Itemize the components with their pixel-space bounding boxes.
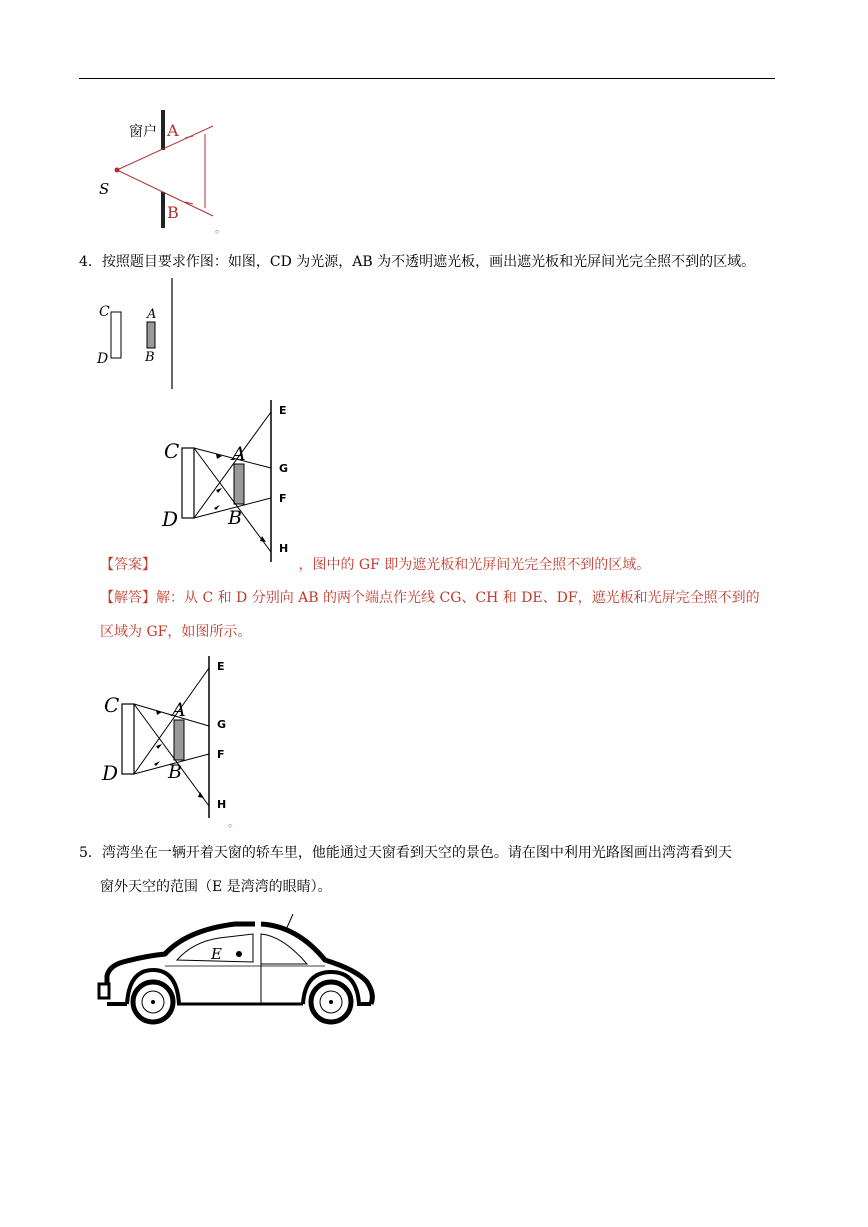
q5-number: 5． (79, 845, 102, 861)
label-h: H (217, 798, 227, 811)
window-label: 窗户 (129, 124, 157, 140)
end-mark: 。 (215, 222, 226, 235)
label-c: C (99, 304, 110, 320)
explain-text-2: 区域为 GF，如图所示。 (100, 624, 252, 640)
label-a: A (172, 699, 186, 721)
explain-text-1: 解：从 C 和 D 分别向 AB 的两个端点作光线 CG、CH 和 DE、DF，遮光板和光屏完全照不到的 (156, 590, 760, 606)
explain-tag: 【解答】 (100, 590, 156, 606)
label-a: A (147, 307, 157, 322)
label-b: B (168, 761, 182, 783)
q4-text: 按照题目要求作图：如图，CD 为光源，AB 为不透明遮光板，画出遮光板和光屏间光完全照不到的区域。 (101, 254, 756, 270)
q4-solution-figure (98, 654, 248, 829)
label-d: D (102, 761, 119, 785)
label-c: C (164, 439, 180, 463)
point-b-label: B (167, 203, 179, 222)
answer-tag: 【答案】 (100, 557, 156, 573)
answer-text: ，图中的 GF 即为遮光板和光屏间光完全照不到的区域。 (298, 557, 651, 573)
label-b: B (228, 507, 242, 529)
q4-number: 4． (79, 254, 102, 270)
q5-text-2: 窗外天空的范围（E 是湾湾的眼睛）。 (100, 879, 332, 895)
q5-question-line2 (100, 877, 332, 897)
label-g: G (279, 462, 289, 475)
label-a: A (232, 443, 246, 465)
q4-answer (100, 555, 650, 575)
label-e: E (217, 660, 225, 673)
q5-question-line1 (79, 843, 732, 863)
label-h: H (279, 542, 289, 555)
source-s-label: S (99, 180, 110, 198)
q4-question (79, 252, 755, 272)
q5-car-figure (95, 912, 385, 1032)
label-f: F (279, 492, 287, 505)
q5-text-1: 湾湾坐在一辆开着天窗的轿车里，他能通过天窗看到天空的景色。请在图中利用光路图画出湾湾看到天 (101, 845, 732, 861)
eye-label: E (211, 945, 222, 963)
label-b: B (145, 350, 155, 365)
header-rule (79, 78, 775, 79)
q4-question-figure (92, 276, 192, 391)
q3-window-figure (95, 108, 230, 238)
point-a-label: A (167, 121, 179, 140)
label-d: D (162, 507, 179, 531)
label-d: D (97, 351, 109, 367)
label-g: G (217, 718, 227, 731)
label-f: F (217, 748, 225, 761)
q4-explanation-line2 (100, 622, 251, 642)
end-mark: 。 (228, 816, 239, 829)
label-c: C (104, 693, 120, 717)
q4-answer-figure (158, 396, 298, 564)
label-e: E (279, 404, 287, 417)
q4-explanation-line1 (100, 588, 760, 608)
